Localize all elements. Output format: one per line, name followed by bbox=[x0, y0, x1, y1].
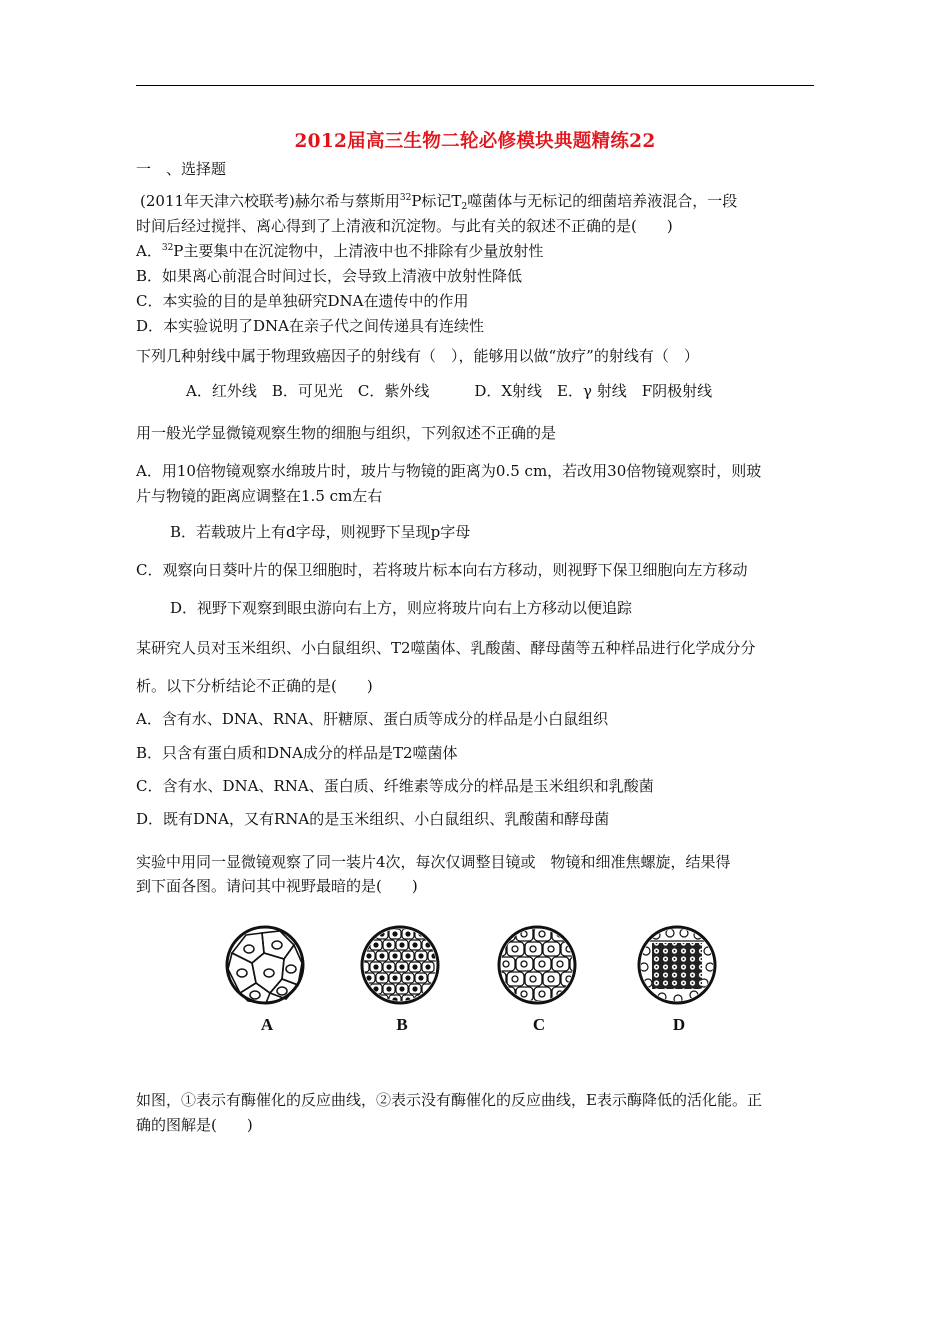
figure-c-cells bbox=[494, 923, 580, 1007]
q4-option-d: D．既有DNA，又有RNA的是玉米组织、小白鼠组织、乳酸菌和酵母菌 bbox=[136, 810, 610, 828]
header-rule bbox=[136, 85, 814, 86]
section-heading: 一 、选择题 bbox=[136, 160, 227, 178]
figure-b bbox=[357, 923, 447, 1035]
figure-c-label: C bbox=[532, 1015, 546, 1034]
microscope-figures bbox=[222, 923, 722, 1033]
q4-option-b: B．只含有蛋白质和DNA成分的样品是T2噬菌体 bbox=[136, 744, 458, 762]
figure-d-cells bbox=[634, 923, 720, 1007]
q3-option-a-line1: A．用10倍物镜观察水绵玻片时，玻片与物镜的距离为0.5 cm，若改用30倍物镜观察时，则玻 bbox=[136, 462, 762, 480]
q5-stem-line2: 到下面各图。请问其中视野最暗的是( ) bbox=[136, 877, 418, 895]
q3-option-a-line2: 片与物镜的距离应调整在1.5 cm左右 bbox=[136, 487, 383, 505]
figure-b-cells bbox=[357, 923, 443, 1007]
q5-stem-line1: 实验中用同一显微镜观察了同一装片4次，每次仅调整目镜或 物镜和细准焦螺旋，结果得 bbox=[136, 853, 731, 871]
q4-option-c: C．含有水、DNA、RNA、蛋白质、纤维素等成分的样品是玉米组织和乳酸菌 bbox=[136, 777, 654, 795]
q2-stem: 下列几种射线中属于物理致癌因子的射线有（ ），能够用以做“放疗”的射线有（ ） bbox=[136, 347, 699, 365]
q6-stem-line1: 如图，①表示有酶催化的反应曲线，②表示没有酶催化的反应曲线，E表示酶降低的活化能。正 bbox=[136, 1091, 762, 1109]
q4-stem-line1: 某研究人员对玉米组织、小白鼠组织、T2噬菌体、乳酸菌、酵母菌等五种样品进行化学成分分 bbox=[136, 639, 756, 657]
q1-stem-line1: (2011年天津六校联考)赫尔希与蔡斯用$^{32}$P标记$T_2$噬菌体与无标记的细菌培养液混合，一段 bbox=[140, 192, 738, 212]
q3-option-c: C．观察向日葵叶片的保卫细胞时，若将玻片标本向右方移动，则视野下保卫细胞向左方移动 bbox=[136, 561, 748, 579]
q1-option-c: C．本实验的目的是单独研究DNA在遗传中的作用 bbox=[136, 292, 469, 310]
q1-option-d: D．本实验说明了DNA在亲子代之间传递具有连续性 bbox=[136, 317, 485, 335]
figure-a-label: A bbox=[260, 1015, 274, 1034]
figure-c bbox=[494, 923, 584, 1035]
q1-option-b: B．如果离心前混合时间过长，会导致上清液中放射性降低 bbox=[136, 267, 523, 285]
page-title: 2012届高三生物二轮必修模块典题精练22 bbox=[294, 131, 656, 152]
q1-stem-line2: 时间后经过搅拌、离心得到了上清液和沉淀物。与此有关的叙述不正确的是( ) bbox=[136, 217, 673, 235]
q3-stem: 用一般光学显微镜观察生物的细胞与组织，下列叙述不正确的是 bbox=[136, 424, 557, 442]
q3-option-b: B．若载玻片上有d字母，则视野下呈现p字母 bbox=[170, 523, 471, 541]
q6-stem-line2: 确的图解是( ) bbox=[136, 1116, 253, 1134]
q4-stem-line2: 析。以下分析结论不正确的是( ) bbox=[136, 677, 373, 695]
figure-a-cells bbox=[222, 923, 308, 1007]
figure-b-label: B bbox=[396, 1015, 408, 1034]
q4-option-a: A．含有水、DNA、RNA、肝糖原、蛋白质等成分的样品是小白鼠组织 bbox=[136, 710, 609, 728]
figure-d bbox=[634, 923, 724, 1035]
q3-option-d: D．视野下观察到眼虫游向右上方，则应将玻片向右上方移动以便追踪 bbox=[170, 599, 633, 617]
figure-d-label: D bbox=[672, 1015, 686, 1034]
q2-options: A．红外线 B．可见光 C．紫外线 D．X射线 E．γ 射线 F阴极射线 bbox=[186, 382, 713, 400]
figure-a bbox=[222, 923, 312, 1035]
q1-option-a: A．$^{32}$P主要集中在沉淀物中，上清液中也不排除有少量放射性 bbox=[136, 242, 544, 260]
